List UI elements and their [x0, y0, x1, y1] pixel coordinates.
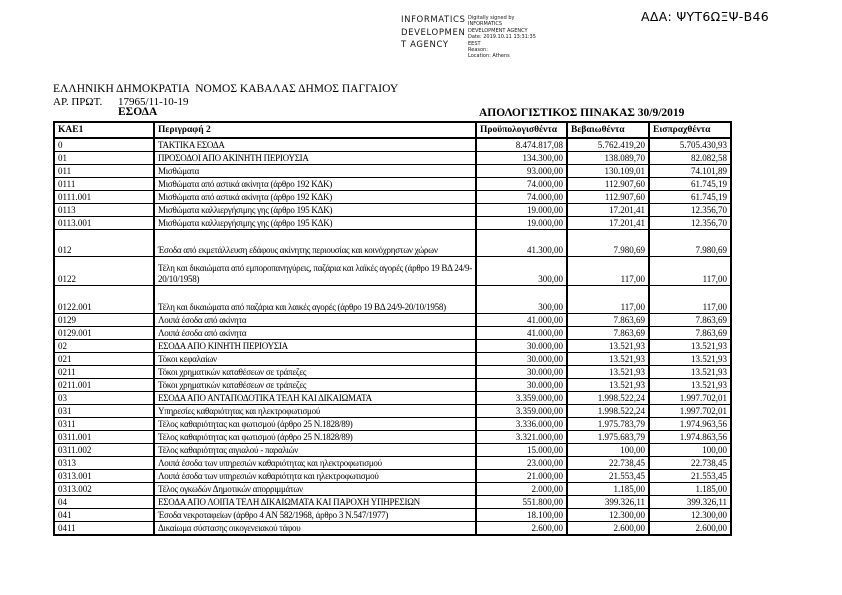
- kae-cell: 02: [54, 340, 154, 353]
- table-row: [54, 522, 731, 536]
- description-cell: Δικαίωμα σύστασης οικογενειακού τάφου: [154, 522, 476, 536]
- protocol-label: ΑΡ. ΠΡΩΤ.: [53, 96, 103, 108]
- certified-cell: 17.201,41: [567, 217, 649, 230]
- table-row: [54, 366, 731, 379]
- certified-cell: 1.998.522,24: [567, 392, 649, 405]
- collected-cell: 100,00: [649, 444, 731, 457]
- column-header-description: Περιγραφή 2: [154, 122, 476, 138]
- budget-table: [53, 121, 732, 536]
- collected-cell: 61.745,19: [649, 178, 731, 191]
- description-cell: Τόκοι κεφαλαίων: [154, 353, 476, 366]
- certified-cell: 117,00: [567, 286, 649, 314]
- stamp-signature-line: EEST: [468, 40, 481, 47]
- kae-cell: 0313.002: [54, 483, 154, 496]
- table-row: [54, 457, 731, 470]
- column-header-budgeted: Προϋπολογισθέντα: [476, 122, 567, 138]
- kae-cell: 0313.001: [54, 470, 154, 483]
- description-cell: Μισθώματα καλλιεργήσιμης γης (άρθρο 195 ΚΔΚ): [154, 204, 476, 217]
- budgeted-cell: 41.300,00: [476, 230, 567, 257]
- table-row: [54, 405, 731, 418]
- budgeted-cell: 300,00: [476, 257, 567, 286]
- report-title: ΑΠΟΛΟΓΙΣΤΙΚΟΣ ΠΙΝΑΚΑΣ 30/9/2019: [479, 107, 685, 119]
- table-row: [54, 217, 731, 230]
- description-cell: ΕΣΟΔΑ ΑΠΟ ΚΙΝΗΤΗ ΠΕΡΙΟΥΣΙΑ: [154, 340, 476, 353]
- table-row: [54, 165, 731, 178]
- kae-cell: 0311.002: [54, 444, 154, 457]
- budgeted-cell: 30.000,00: [476, 340, 567, 353]
- kae-cell: 012: [54, 230, 154, 257]
- collected-cell: 13.521,93: [649, 379, 731, 392]
- digital-signature-stamp: [401, 14, 536, 60]
- description-cell: Τέλος ογκωδών Δημοτικών απορριμμάτων: [154, 483, 476, 496]
- column-header-certified: Βεβαιωθέντα: [567, 122, 649, 138]
- certified-cell: 1.975.683,79: [567, 431, 649, 444]
- kae-cell: 0311.001: [54, 431, 154, 444]
- table-row: [54, 230, 731, 257]
- budgeted-cell: 134.300,00: [476, 152, 567, 165]
- kae-cell: 0129.001: [54, 327, 154, 340]
- kae-cell: 0111.001: [54, 191, 154, 204]
- budgeted-cell: 23.000,00: [476, 457, 567, 470]
- description-cell: Τέλος καθαριότητας και φωτισμού (άρθρο 25 Ν.1828/89): [154, 431, 476, 444]
- certified-cell: 17.201,41: [567, 204, 649, 217]
- budgeted-cell: 15.000,00: [476, 444, 567, 457]
- table-row: [54, 138, 731, 152]
- certified-cell: 112.907,60: [567, 178, 649, 191]
- stamp-agency-line: INFORMATICS: [401, 15, 466, 25]
- stamp-agency-line: T AGENCY: [401, 40, 449, 50]
- kae-cell: 0113.001: [54, 217, 154, 230]
- stamp-signature-line: Digitally signed by: [468, 15, 515, 21]
- kae-cell: 0122: [54, 257, 154, 286]
- collected-cell: 1.997.702,01: [649, 405, 731, 418]
- table-row: [54, 496, 731, 509]
- budgeted-cell: 41.000,00: [476, 327, 567, 340]
- description-cell: ΤΑΚΤΙΚΑ ΕΣΟΔΑ: [154, 138, 476, 152]
- description-cell: Τέλος καθαριότητας αιγιαλού - παραλιών: [154, 444, 476, 457]
- budgeted-cell: 3.359.000,00: [476, 392, 567, 405]
- kae-cell: 0211: [54, 366, 154, 379]
- kae-cell: 0: [54, 138, 154, 152]
- collected-cell: 399.326,11: [649, 496, 731, 509]
- collected-cell: 74.101,89: [649, 165, 731, 178]
- budgeted-cell: 3.336.000,00: [476, 418, 567, 431]
- table-row: [54, 470, 731, 483]
- kae-cell: 021: [54, 353, 154, 366]
- table-row: [54, 152, 731, 165]
- stamp-signature-line: Location: Athens: [468, 53, 510, 60]
- certified-cell: 1.185,00: [567, 483, 649, 496]
- table-row: [54, 286, 731, 314]
- table-row: [54, 340, 731, 353]
- description-cell: Λοιπά έσοδα από ακίνητα: [154, 314, 476, 327]
- budgeted-cell: 30.000,00: [476, 366, 567, 379]
- description-cell: ΠΡΟΣΟΔΟΙ ΑΠΟ ΑΚΙΝΗΤΗ ΠΕΡΙΟΥΣΙΑ: [154, 152, 476, 165]
- kae-cell: 0311: [54, 418, 154, 431]
- stamp-signature-line: INFORMATICS: [468, 21, 503, 28]
- kae-cell: 03: [54, 392, 154, 405]
- table-row: [54, 379, 731, 392]
- collected-cell: 7.863,69: [649, 327, 731, 340]
- collected-cell: 22.738,45: [649, 457, 731, 470]
- certified-cell: 7.980,69: [567, 230, 649, 257]
- budgeted-cell: 2.000,00: [476, 483, 567, 496]
- kae-cell: 0122.001: [54, 286, 154, 314]
- budgeted-cell: 93.000,00: [476, 165, 567, 178]
- budgeted-cell: 18.100,00: [476, 509, 567, 522]
- description-cell: Τέλος καθαριότητας και φωτισμού (άρθρο 25 Ν.1828/89): [154, 418, 476, 431]
- table-row: [54, 257, 731, 286]
- ada-code: ΑΔΑ: ΨΥΤ6ΩΞΨ-Β46: [641, 9, 769, 24]
- certified-cell: 13.521,93: [567, 366, 649, 379]
- collected-cell: 117,00: [649, 257, 731, 286]
- certified-cell: 112.907,60: [567, 191, 649, 204]
- budgeted-cell: 30.000,00: [476, 353, 567, 366]
- description-cell: Λοιπά έσοδα των υπηρεσιών καθαριότητας και ηλεκτροφωτισμού: [154, 457, 476, 470]
- certified-cell: 117,00: [567, 257, 649, 286]
- certified-cell: 100,00: [567, 444, 649, 457]
- budgeted-cell: 74.000,00: [476, 178, 567, 191]
- certified-cell: 22.738,45: [567, 457, 649, 470]
- certified-cell: 13.521,93: [567, 379, 649, 392]
- kae-cell: 01: [54, 152, 154, 165]
- organization-line: ΕΛΛΗΝΙΚΗ ΔΗΜΟΚΡΑΤΙΑ ΝΟΜΟΣ ΚΑΒΑΛΑΣ ΔΗΜΟΣ ΠΑΓΓΑΙΟΥ: [53, 83, 399, 95]
- table-row: [54, 191, 731, 204]
- collected-cell: 12.300,00: [649, 509, 731, 522]
- collected-cell: 13.521,93: [649, 353, 731, 366]
- kae-cell: 0129: [54, 314, 154, 327]
- budgeted-cell: 30.000,00: [476, 379, 567, 392]
- description-cell: Λοιπά έσοδα από ακίνητα: [154, 327, 476, 340]
- description-cell: ΕΣΟΔΑ ΑΠΟ ΑΝΤΑΠΟΔΟΤΙΚΑ ΤΕΛΗ ΚΑΙ ΔΙΚΑΙΩΜΑΤΑ: [154, 392, 476, 405]
- section-title: ΕΣΟΔΑ: [118, 106, 158, 118]
- certified-cell: 21.553,45: [567, 470, 649, 483]
- table-row: [54, 444, 731, 457]
- table-row: [54, 509, 731, 522]
- stamp-signature-line: Date: 2019.10.11 13:31:35: [468, 34, 536, 41]
- collected-cell: 1.974.863,56: [649, 431, 731, 444]
- kae-cell: 011: [54, 165, 154, 178]
- kae-cell: 041: [54, 509, 154, 522]
- kae-cell: 0313: [54, 457, 154, 470]
- table-row: [54, 431, 731, 444]
- description-cell: Έσοδα από εκμετάλλευση εδάφους ακίνητης περιουσίας και κοινόχρηστων χώρων: [154, 230, 476, 257]
- header-row: [54, 122, 731, 138]
- budgeted-cell: 551.800,00: [476, 496, 567, 509]
- collected-cell: 5.705.430,93: [649, 138, 731, 152]
- certified-cell: 7.863,69: [567, 327, 649, 340]
- budgeted-cell: 74.000,00: [476, 191, 567, 204]
- description-cell: Τόκοι χρηματικών καταθέσεων σε τράπεζες: [154, 366, 476, 379]
- certified-cell: 13.521,93: [567, 340, 649, 353]
- description-cell: ΕΣΟΔΑ ΑΠΟ ΛΟΙΠΑ ΤΕΛΗ ΔΙΚΑΙΩΜΑΤΑ ΚΑΙ ΠΑΡΟΧΗ ΥΠΗΡΕΣΙΩΝ: [154, 496, 476, 509]
- certified-cell: 130.109,01: [567, 165, 649, 178]
- column-header-kae: ΚΑΕ1: [54, 122, 154, 138]
- certified-cell: 1.975.783,79: [567, 418, 649, 431]
- stamp-signature-text: [468, 14, 536, 60]
- description-cell: Τέλη και δικαιώματα από εμποροπανηγύρεις, παζάρια και λαϊκές αγορές (άρθρο 19 ΒΔ 24/9-20/10/1958): [154, 257, 476, 286]
- table-row: [54, 418, 731, 431]
- budgeted-cell: 3.321.000,00: [476, 431, 567, 444]
- budgeted-cell: 19.000,00: [476, 204, 567, 217]
- collected-cell: 1.185,00: [649, 483, 731, 496]
- budgeted-cell: 41.000,00: [476, 314, 567, 327]
- certified-cell: 138.089,70: [567, 152, 649, 165]
- budgeted-cell: 300,00: [476, 286, 567, 314]
- table-row: [54, 204, 731, 217]
- collected-cell: 21.553,45: [649, 470, 731, 483]
- kae-cell: 0111: [54, 178, 154, 191]
- kae-cell: 0411: [54, 522, 154, 536]
- description-cell: Τόκοι χρηματικών καταθέσεων σε τράπεζες: [154, 379, 476, 392]
- table-row: [54, 178, 731, 191]
- certified-cell: 13.521,93: [567, 353, 649, 366]
- column-header-collected: Εισπραχθέντα: [649, 122, 731, 138]
- collected-cell: 13.521,93: [649, 340, 731, 353]
- budgeted-cell: 2.600,00: [476, 522, 567, 536]
- collected-cell: 117,00: [649, 286, 731, 314]
- budgeted-cell: 19.000,00: [476, 217, 567, 230]
- stamp-signature-line: Reason:: [468, 47, 488, 54]
- table-row: [54, 327, 731, 340]
- description-cell: Μισθώματα από αστικά ακίνητα (άρθρο 192 ΚΔΚ): [154, 178, 476, 191]
- stamp-signature-line: DEVELOPMENT AGENCY: [468, 27, 528, 34]
- budgeted-cell: 3.359.000,00: [476, 405, 567, 418]
- collected-cell: 1.997.702,01: [649, 392, 731, 405]
- certified-cell: 12.300,00: [567, 509, 649, 522]
- kae-cell: 0113: [54, 204, 154, 217]
- stamp-agency-name: [401, 14, 466, 60]
- collected-cell: 7.863,69: [649, 314, 731, 327]
- protocol-number: 17965/11-10-19: [118, 96, 189, 108]
- budget-table-body: [54, 138, 731, 535]
- certified-cell: 5.762.419,20: [567, 138, 649, 152]
- collected-cell: 82.082,58: [649, 152, 731, 165]
- collected-cell: 2.600,00: [649, 522, 731, 536]
- certified-cell: 1.998.522,24: [567, 405, 649, 418]
- stamp-agency-line: DEVELOPMEN: [401, 27, 466, 38]
- description-cell: Έσοδα νεκροταφείων (άρθρο 4 ΑΝ 582/1968, άρθρο 3 Ν.547/1977): [154, 509, 476, 522]
- certified-cell: 2.600,00: [567, 522, 649, 536]
- certified-cell: 399.326,11: [567, 496, 649, 509]
- collected-cell: 12.356,70: [649, 217, 731, 230]
- collected-cell: 7.980,69: [649, 230, 731, 257]
- description-cell: Λοιπά έσοδα των υπηρεσιών καθαριότητα και ηλεκτροφωτισμού: [154, 470, 476, 483]
- table-row: [54, 353, 731, 366]
- table-row: [54, 483, 731, 496]
- description-cell: Μισθώματα: [154, 165, 476, 178]
- budgeted-cell: 8.474.817,08: [476, 138, 567, 152]
- table-row: [54, 392, 731, 405]
- kae-cell: 031: [54, 405, 154, 418]
- collected-cell: 12.356,70: [649, 204, 731, 217]
- collected-cell: 13.521,93: [649, 366, 731, 379]
- table-row: [54, 314, 731, 327]
- budgeted-cell: 21.000,00: [476, 470, 567, 483]
- kae-cell: 04: [54, 496, 154, 509]
- description-cell: Μισθώματα από αστικά ακίνητα (άρθρο 192 ΚΔΚ): [154, 191, 476, 204]
- description-cell: Τέλη και δικαιώματα από παζάρια και λαικές αγορές (άρθρο 19 ΒΔ 24/9-20/10/1958): [154, 286, 476, 314]
- certified-cell: 7.863,69: [567, 314, 649, 327]
- collected-cell: 61.745,19: [649, 191, 731, 204]
- description-cell: Υπηρεσίες καθαριότητας και ηλεκτροφωτισμού: [154, 405, 476, 418]
- kae-cell: 0211.001: [54, 379, 154, 392]
- budget-table-header: [54, 122, 731, 138]
- collected-cell: 1.974.963,56: [649, 418, 731, 431]
- description-cell: Μισθώματα καλλιεργήσιμης γης (άρθρο 195 ΚΔΚ): [154, 217, 476, 230]
